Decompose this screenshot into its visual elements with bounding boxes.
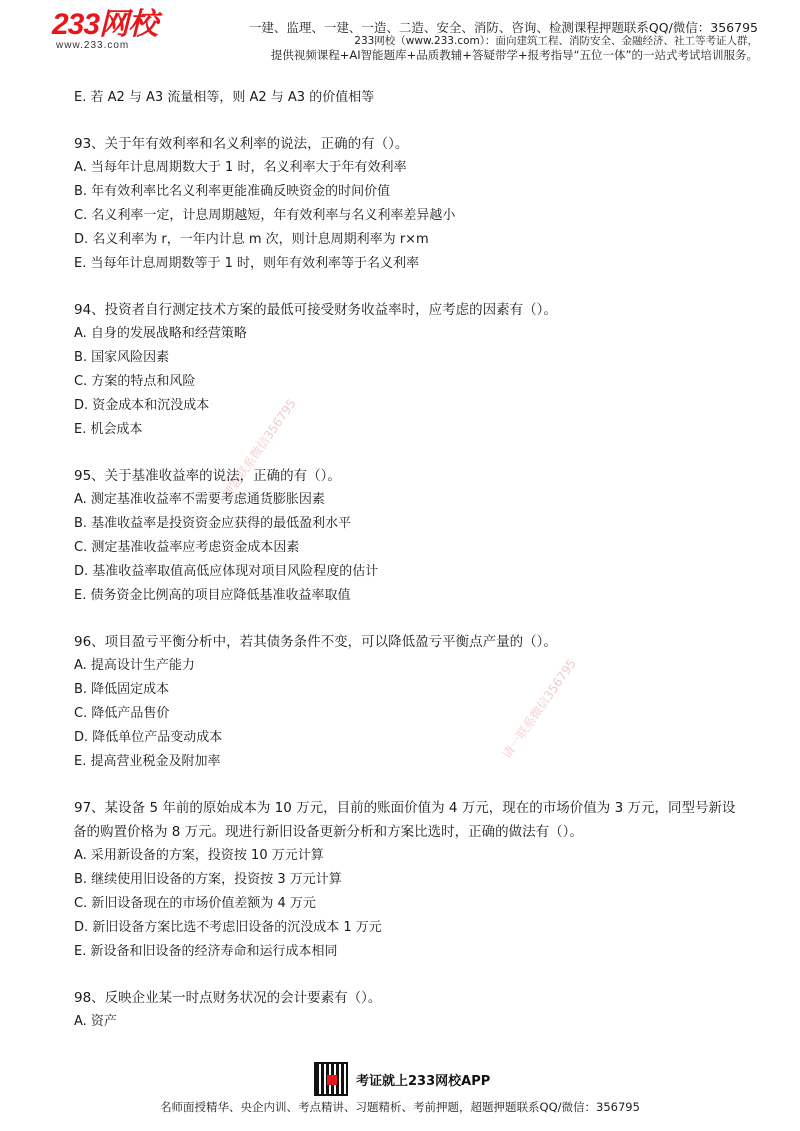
watermark: 押题联系微信356795 <box>219 396 299 502</box>
watermark: 请一联系微信356795 <box>499 656 579 762</box>
option-e: E. 提高营业税金及附加率 <box>74 754 221 769</box>
footer-line: 名师面授精华、央企内训、考点精讲、习题精析、考前押题，超题押题联系QQ/微信：356795 <box>160 1100 640 1114</box>
header-contact-line: 一建、监理、一建、一造、二造、安全、消防、咨询、检测课程押题联系QQ/微信：356795 <box>248 20 758 35</box>
option-e: E. 当每年计息周期数等于 1 时，则年有效利率等于名义利率 <box>74 256 420 271</box>
option-a: A. 测定基准收益率不需要考虑通货膨胀因素 <box>74 492 325 507</box>
question-97 <box>74 796 734 964</box>
logo-text: 233网校 <box>52 8 158 41</box>
question-94 <box>74 298 734 442</box>
option-d: D. 基准收益率取值高低应体现对项目风险程度的估计 <box>74 564 379 579</box>
option-d: D. 降低单位产品变动成本 <box>74 730 223 745</box>
question-title-line1: 97、某设备 5 年前的原始成本为 10 万元，目前的账面价值为 4 万元，现在的市场价值为 3 万元，同型号新设 <box>74 800 736 816</box>
question-title-line2: 备的购置价格为 8 万元。现进行新旧设备更新分析和方案比选时，正确的做法有（）。 <box>73 824 583 840</box>
option-e: E. 机会成本 <box>74 422 143 437</box>
page-header <box>0 0 800 70</box>
option-c: C. 新旧设备现在的市场价值差额为 4 万元 <box>74 896 316 911</box>
option-c: C. 降低产品售价 <box>74 706 170 721</box>
option-b: B. 继续使用旧设备的方案，投资按 3 万元计算 <box>74 872 342 887</box>
question-95 <box>74 464 734 608</box>
option-a: A. 提高设计生产能力 <box>74 658 195 673</box>
option-b: B. 国家风险因素 <box>74 350 170 365</box>
header-intro-line: 233网校（www.233.com）：面向建筑工程、消防安全、金融经济、社工等考证人群， <box>354 35 758 47</box>
question-93 <box>74 132 734 276</box>
option-c: C. 测定基准收益率应考虑资金成本因素 <box>74 540 300 555</box>
question-96 <box>74 630 734 774</box>
header-service-line: 提供视频课程+AI智能题库+品质教辅+答疑带学+报考指导“五位一体”的一站式考试培训服务。 <box>270 48 758 62</box>
option-b: B. 基准收益率是投资资金应获得的最低盈利水平 <box>74 516 352 531</box>
question-title: 96、项目盈亏平衡分析中，若其债务条件不变，可以降低盈亏平衡点产量的（）。 <box>74 634 557 650</box>
question-title: 94、投资者自行测定技术方案的最低可接受财务收益率时，应考虑的因素有（）。 <box>74 302 557 318</box>
option-e: E. 债务资金比例高的项目应降低基准收益率取值 <box>74 588 351 603</box>
option-e: E. 新设备和旧设备的经济寿命和运行成本相同 <box>74 944 338 959</box>
option-d: D. 名义利率为 r，一年内计息 m 次，则计息周期利率为 r×m <box>74 232 429 247</box>
prev-option: E. 若 A2 与 A3 流量相等，则 A2 与 A3 的价值相等 <box>74 90 375 105</box>
option-b: B. 年有效利率比名义利率更能准确反映资金的时间价值 <box>74 184 391 199</box>
question-title: 98、反映企业某一时点财务状况的会计要素有（）。 <box>74 990 382 1006</box>
qr-code-icon[interactable] <box>314 1062 348 1096</box>
logo-url: www.233.com <box>56 40 130 51</box>
question-title: 93、关于年有效利率和名义利率的说法，正确的有（）。 <box>74 136 409 152</box>
option-a: A. 采用新设备的方案，投资按 10 万元计算 <box>74 848 324 863</box>
brand-logo[interactable] <box>52 10 172 51</box>
page-footer <box>0 1062 800 1131</box>
option-a: A. 资产 <box>74 1014 117 1029</box>
option-d: D. 新旧设备方案比选不考虑旧设备的沉没成本 1 万元 <box>74 920 382 935</box>
question-content <box>74 86 734 1034</box>
option-c: C. 名义利率一定，计息周期越短，年有效利率与名义利率差异越小 <box>74 208 456 223</box>
question-title: 95、关于基准收益率的说法，正确的有（）。 <box>74 468 341 484</box>
option-a: A. 当每年计息周期数大于 1 时，名义利率大于年有效利率 <box>74 160 407 175</box>
question-98 <box>74 986 734 1034</box>
option-b: B. 降低固定成本 <box>74 682 170 697</box>
option-a: A. 自身的发展战略和经营策略 <box>74 326 247 341</box>
app-promo: 考证就上233网校APP <box>356 1074 491 1089</box>
option-c: C. 方案的特点和风险 <box>74 374 196 389</box>
option-d: D. 资金成本和沉没成本 <box>74 398 210 413</box>
